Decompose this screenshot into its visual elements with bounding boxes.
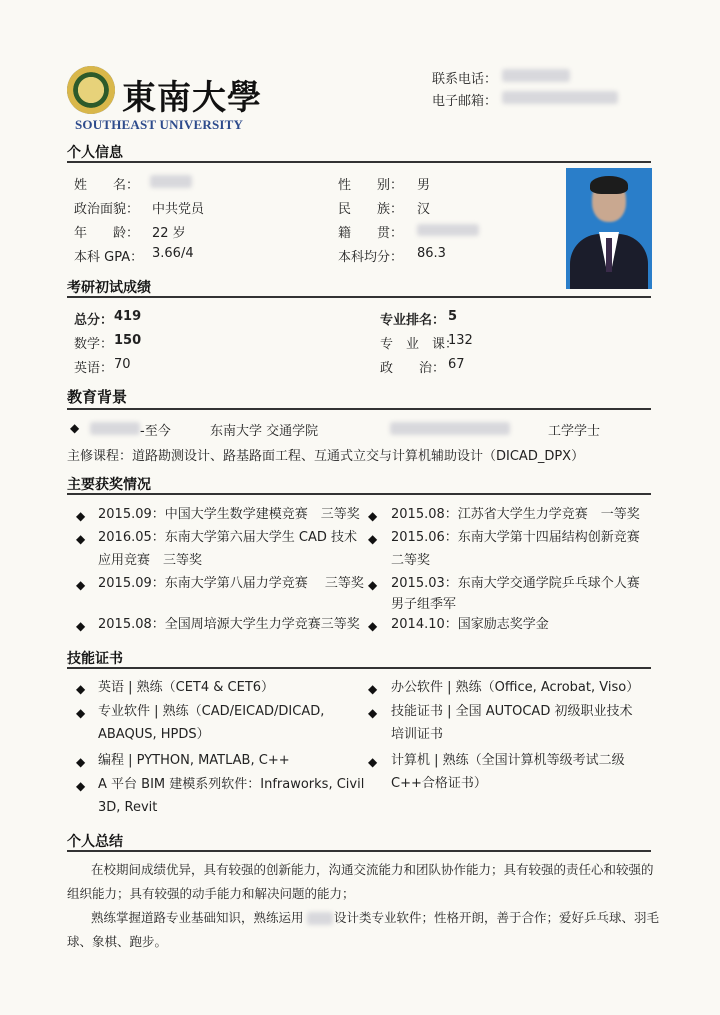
phone-label: 联系电话： (432, 72, 498, 87)
bullet-icon: ◆ (76, 619, 86, 633)
education-period: -至今 (140, 424, 171, 439)
education-school: 东南大学 交通学院 (210, 424, 319, 439)
bullet-icon: ◆ (368, 532, 378, 546)
politics-value: 中共党员 (152, 202, 205, 217)
summary-text: 设计类专业软件；性格开朗，善于合作；爱好乒乓球、羽毛 (334, 910, 660, 925)
section-divider (67, 296, 651, 298)
skill-item: 编程 | PYTHON, MATLAB, C++ (98, 753, 290, 768)
bullet-icon: ◆ (70, 421, 80, 435)
skill-item-continued: 3D, Revit (98, 800, 158, 815)
bullet-icon: ◆ (368, 509, 378, 523)
education-courses: 主修课程：道路勘测设计、路基路面工程、互通式立交与计算机辅助设计（DICAD_DPX） (67, 449, 585, 464)
section-title-awards: 主要获奖情况 (67, 477, 151, 493)
total-value: 419 (114, 309, 142, 324)
total-label: 总分： (74, 313, 114, 328)
skill-item: 计算机 | 熟练（全国计算机等级考试二级 (391, 753, 625, 768)
major-course-label: 专 业 课： (380, 337, 459, 352)
skill-item: 英语 | 熟练（CET4 & CET6） (98, 680, 275, 695)
award-item: 2016.05：东南大学第六届大学生 CAD 技术 (98, 530, 358, 545)
math-label: 数学： (74, 337, 114, 352)
award-item: 2015.08：江苏省大学生力学竞赛 一等奖 (391, 507, 640, 522)
software-redacted (307, 912, 333, 925)
bullet-icon: ◆ (368, 706, 378, 720)
english-label: 英语： (74, 361, 114, 376)
gpa-label: 本科 GPA： (74, 250, 144, 265)
bullet-icon: ◆ (368, 619, 378, 633)
bullet-icon: ◆ (76, 509, 86, 523)
gender-label: 性 别： (338, 178, 404, 193)
average-label: 本科均分： (338, 250, 404, 265)
name-label: 姓 名： (74, 178, 140, 193)
politics-score-label: 政 治： (380, 361, 446, 376)
summary-text: 熟练掌握道路专业基础知识，熟练运用 (91, 910, 304, 925)
section-divider (67, 493, 651, 495)
summary-text: 组织能力；具有较强的动手能力和解决问题的能力； (67, 886, 355, 901)
award-item: 2015.09：中国大学生数学建模竞赛 三等奖 (98, 507, 360, 522)
award-item: 2015.09：东南大学第八届力学竞赛 三等奖 (98, 576, 364, 591)
award-item: 2015.08：全国周培源大学生力学竞赛三等奖 (98, 617, 360, 632)
major-course-value: 132 (448, 333, 473, 348)
section-title-education: 教育背景 (67, 388, 128, 406)
section-title-personal: 个人信息 (67, 145, 123, 161)
bullet-icon: ◆ (76, 578, 86, 592)
skill-item: 专业软件 | 熟练（CAD/EICAD/DICAD, (98, 704, 325, 719)
bullet-icon: ◆ (76, 532, 86, 546)
bullet-icon: ◆ (368, 755, 378, 769)
skill-item: A 平台 BIM 建模系列软件：Infraworks, Civil (98, 777, 365, 792)
gender-value: 男 (417, 178, 431, 193)
ethnicity-value: 汉 (417, 202, 431, 217)
profile-photo (566, 168, 652, 289)
section-title-skills: 技能证书 (67, 651, 123, 667)
award-item-continued: 应用竞赛 三等奖 (98, 553, 203, 568)
email-redacted (502, 91, 618, 104)
skill-item: 办公软件 | 熟练（Office, Acrobat, Viso） (391, 680, 640, 695)
summary-text: 球、象棋、跑步。 (67, 934, 168, 949)
university-english-name: SOUTHEAST UNIVERSITY (75, 117, 244, 132)
bullet-icon: ◆ (368, 682, 378, 696)
section-title-summary: 个人总结 (67, 834, 123, 850)
section-divider (67, 667, 651, 669)
gpa-value: 3.66/4 (152, 246, 194, 261)
award-item-continued: 二等奖 (391, 553, 431, 568)
bullet-icon: ◆ (76, 682, 86, 696)
education-degree: 工学学士 (548, 424, 601, 439)
major-redacted (390, 422, 510, 435)
university-logo-text: 東南大學 (122, 78, 262, 118)
math-value: 150 (114, 333, 142, 348)
rank-value: 5 (448, 309, 458, 324)
award-item: 2015.06：东南大学第十四届结构创新竞赛 (391, 530, 640, 545)
skill-item-continued: 培训证书 (391, 727, 444, 742)
skill-item-continued: C++合格证书） (391, 776, 487, 791)
section-divider (67, 408, 651, 410)
native-place-redacted (417, 224, 479, 236)
award-item: 2014.10：国家励志奖学金 (391, 617, 549, 632)
bullet-icon: ◆ (368, 578, 378, 592)
age-value: 22 岁 (152, 226, 186, 241)
section-title-exam: 考研初试成绩 (67, 280, 151, 296)
politics-label: 政治面貌： (74, 202, 140, 217)
politics-score-value: 67 (448, 357, 465, 372)
name-redacted (150, 175, 192, 188)
email-label: 电子邮箱： (432, 94, 498, 109)
average-value: 86.3 (417, 246, 446, 261)
english-value: 70 (114, 357, 131, 372)
start-date-redacted (90, 422, 140, 435)
skill-item-continued: ABAQUS, HPDS） (98, 727, 210, 742)
university-seal-icon (67, 66, 115, 114)
ethnicity-label: 民 族： (338, 202, 404, 217)
phone-redacted (502, 69, 570, 82)
rank-label: 专业排名： (380, 313, 446, 328)
summary-text: 在校期间成绩优异，具有较强的创新能力，沟通交流能力和团队协作能力；具有较强的责任心和较强的 (91, 862, 654, 877)
award-item-continued: 男子组季军 (391, 597, 457, 612)
bullet-icon: ◆ (76, 706, 86, 720)
bullet-icon: ◆ (76, 755, 86, 769)
award-item: 2015.03：东南大学交通学院乒乓球个人赛 (391, 576, 640, 591)
native-place-label: 籍 贯： (338, 226, 404, 241)
section-divider (67, 161, 651, 163)
bullet-icon: ◆ (76, 779, 86, 793)
section-divider (67, 850, 651, 852)
skill-item: 技能证书 | 全国 AUTOCAD 初级职业技术 (391, 704, 633, 719)
age-label: 年 龄： (74, 226, 140, 241)
